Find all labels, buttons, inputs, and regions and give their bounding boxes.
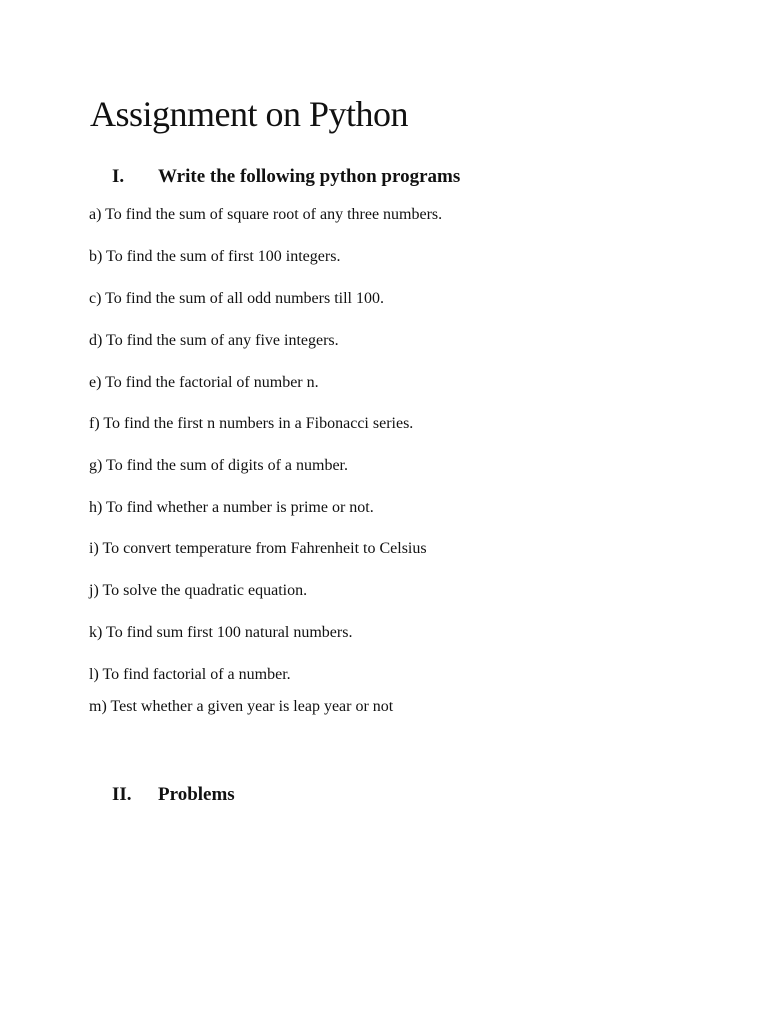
list-item: l) To find factorial of a number. [89,666,291,683]
list-item: k) To find sum first 100 natural numbers. [89,624,353,641]
list-item: h) To find whether a number is prime or not. [89,499,374,516]
list-item: g) To find the sum of digits of a number. [89,457,348,474]
document-title: Assignment on Python [90,94,409,134]
list-item: m) Test whether a given year is leap year or not [89,698,394,715]
section-heading-2 [112,783,235,807]
list-item: d) To find the sum of any five integers. [89,332,339,349]
list-item: j) To solve the quadratic equation. [89,582,308,599]
section-title-1: Write the following python programs [158,166,461,187]
list-item: a) To find the sum of square root of any three numbers. [89,206,443,223]
section-heading-1 [112,165,460,189]
list-item: c) To find the sum of all odd numbers till 100. [89,290,384,307]
section-numeral-2: II. [112,784,132,805]
list-item: f) To find the first n numbers in a Fibonacci series. [89,415,414,432]
section-title-2: Problems [158,784,235,805]
list-item: i) To convert temperature from Fahrenheit to Celsius [89,540,427,557]
list-item: e) To find the factorial of number n. [89,374,319,391]
section-numeral-1: I. [112,166,125,187]
list-item: b) To find the sum of first 100 integers. [89,248,341,265]
